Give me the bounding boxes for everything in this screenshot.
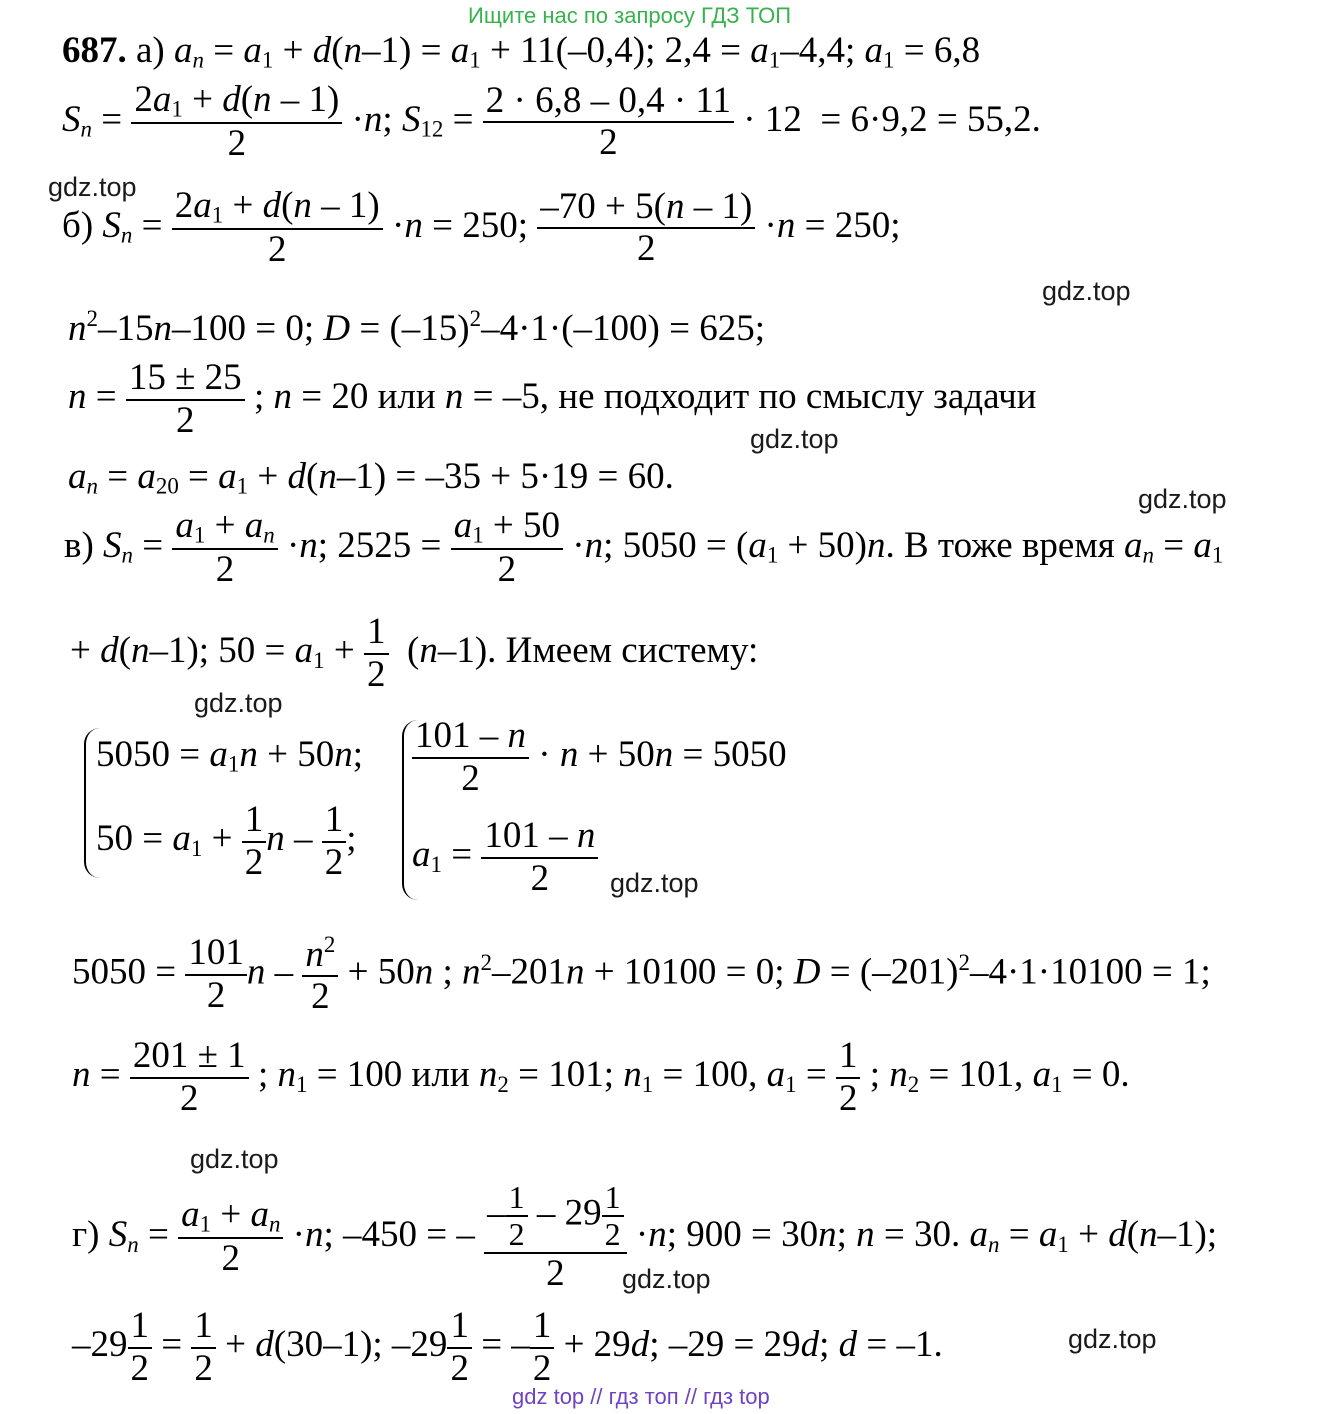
part-g-line1: г) $S_n$ = $\frac{a_1 + a_n}{2}$ ·n; –450 = – – $\frac{1}{2}$ – 29 $\frac{1}{2}$ 2 ·n; 900 = 30n; n = 30. $a_n = a_1 + d(n-1)$; — [72, 1179, 1218, 1295]
part-a-line1: 687. а) $a_n = a_1 + d(n-1) = a_1 + 11(-0,4)$; $2,4 = a_1-4,4$; $a_1 = 6,8$ — [62, 30, 981, 73]
watermark: gdz.top — [610, 868, 699, 898]
watermark: gdz.top — [48, 172, 137, 202]
footer-links[interactable]: gdz top // гдз топ // гдз top — [512, 1384, 770, 1409]
part-v-line2: + d(n–1); $50 = a_1$ + $\frac{1}{2}$ (n–1). Имеем систему: — [70, 611, 759, 695]
part-b-roots: n = $\frac{15 \pm 25}{2}$ ; n = 20 или n = –5, не подходит по смыслу задачи — [68, 357, 1037, 441]
watermark: gdz.top — [622, 1264, 711, 1294]
watermark: gdz.top — [194, 688, 283, 718]
part-b-an: $a_n = a_{20} = a_1 + d(n-1) = -35 + 5\cdot 19 = 60$. — [68, 456, 674, 499]
part-v-roots: n = $\frac{201 \pm 1}{2}$ ; $n_1 = 100$ или $n_2 = 101$; $n_1 = 100$, $a_1$ = $\frac{1}{2}$ ; $n_2 = 101$, $a_1 = 0$. — [72, 1035, 1130, 1119]
part-a-label: а) — [136, 30, 165, 71]
part-g-line2: –29 $\frac{1}{2}$ = $\frac{1}{2}$ + d(30–1); –29 $\frac{1}{2}$ = – $\frac{1}{2}$ + 29d; –29 = 29d; d = –1. — [72, 1305, 943, 1389]
part-b-quadratic: $n^2-15n-100 = 0$; $D = (-15)^2-4\cdot 1\cdot(-100) = 625$; — [68, 306, 766, 349]
system1-eq2: $50 = a_1$ + $\frac{1}{2}$ n – $\frac{1}{2}$ ; — [96, 799, 357, 883]
part-b-line1: б) $S_n$ = $\frac{2a_1 + d(n - 1)}{2}$ ·n = 250; $\frac{-70 + 5(n - 1)}{2}$ ·n = 250; — [62, 185, 901, 270]
system2-eq1: $\frac{101 - n}{2}$ · n + 50n = 5050 — [412, 716, 787, 799]
part-a-result: = 6·9,2 = 55,2. — [820, 98, 1041, 140]
top-banner: Ищите нас по запросу ГДЗ ТОП — [468, 3, 792, 28]
part-g-label: г) — [72, 1214, 100, 1256]
part-v-quadratic: 5050 = $\frac{101}{2}$ n – $\frac{n^2}{2}$ + 50n ; $n^2-201n + 10100 = 0$; $D = (-201)^2-4\cdot 1\cdot 10100 = 1$; — [72, 932, 1211, 1018]
part-v-label: в) — [64, 524, 94, 566]
problem-number: 687. — [62, 30, 127, 71]
system2-eq2: $a_1$ = $\frac{101 - n}{2}$ — [412, 816, 598, 899]
watermark: gdz.top — [750, 424, 839, 454]
watermark: gdz.top — [1042, 276, 1131, 306]
part-a-line2: $S_n$ = $\frac{2a_1 + d(n - 1)}{2}$ ·n; $S_{12}$ = $\frac{2 \cdot 6,8 - 0,4 \cdot 11}{2}$ · 12 = 6·9,2 = 55,2. — [62, 79, 1041, 164]
watermark: gdz.top — [1068, 1324, 1157, 1354]
watermark: gdz.top — [190, 1144, 279, 1174]
part-b-label: б) — [62, 204, 94, 246]
watermark: gdz.top — [1138, 484, 1227, 514]
part-v-line1: в) $S_n$ = $\frac{a_1 + a_n}{2}$ ·n; 2525 = $\frac{a_1 + 50}{2}$ ·n; $5050 = (a_1 + 50)n$. В тоже время $a_n = a_1$ — [64, 505, 1224, 590]
system1-eq1: $5050 = a_1n + 50n$; — [96, 734, 363, 777]
